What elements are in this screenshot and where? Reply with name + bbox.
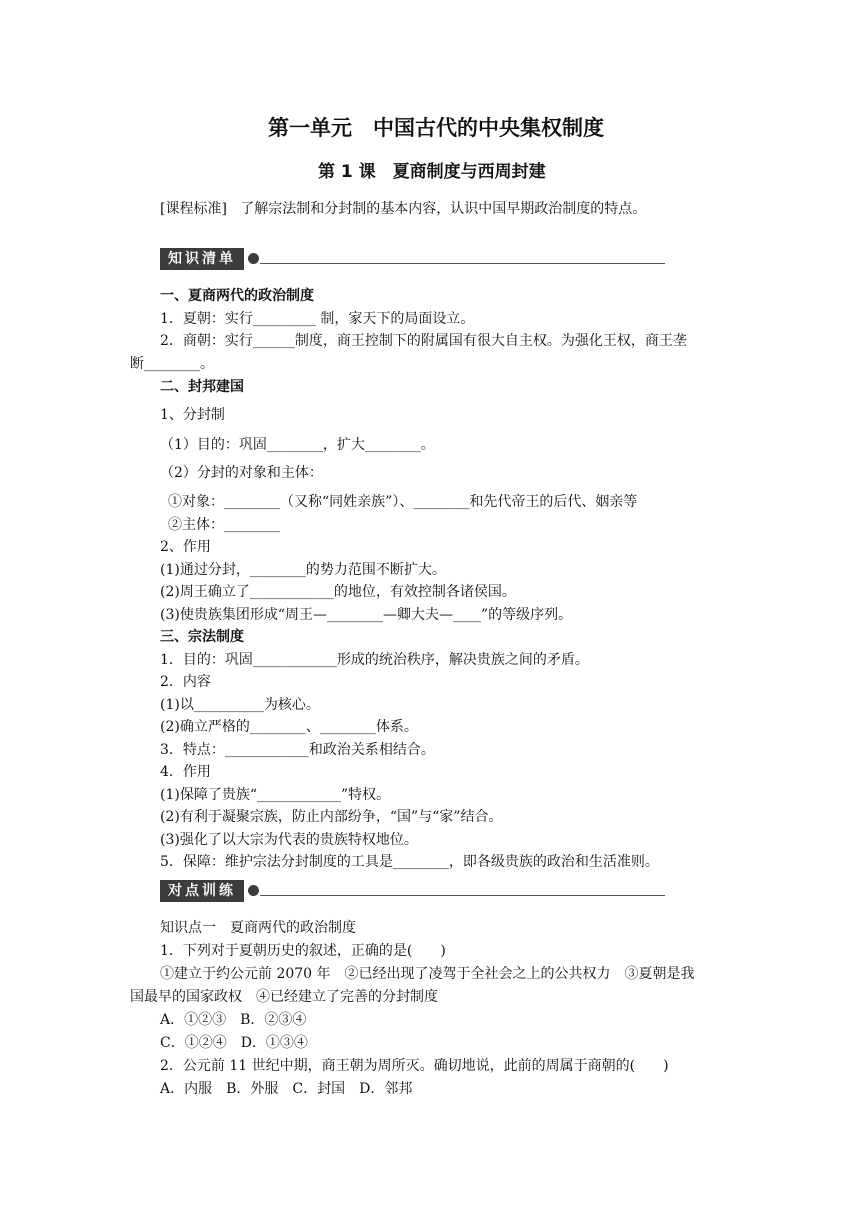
list-item: (1)保障了贵族“____________”特权。: [160, 787, 391, 803]
list-item: 4．作用: [160, 764, 211, 780]
course-standard-text: 了解宗法制和分封制的基本内容，认识中国早期政治制度的特点。: [240, 201, 647, 217]
list-item: (1)通过分封，________的势力范围不断扩大。: [160, 562, 446, 578]
list-item: (3)强化了以大宗为代表的贵族特权地位。: [160, 832, 418, 848]
knowledge-point: 知识点一 夏商两代的政治制度: [160, 920, 356, 936]
section-divider: [260, 895, 665, 896]
lesson-title: 第 1 课 夏商制度与西周封建: [318, 162, 546, 182]
list-item: 1．夏朝：实行_________ 制，家天下的局面设立。: [160, 311, 475, 327]
list-item: (2)有利于凝聚宗族，防止内部纷争，“国”与“家”结合。: [160, 809, 503, 825]
course-standard: [160, 200, 646, 218]
section-divider: [260, 263, 665, 264]
list-item: ①对象：________（又称“同姓亲族”）、________和先代帝王的后代、姻亲等: [168, 494, 638, 510]
list-item: (2)确立严格的________、________体系。: [160, 719, 418, 735]
list-item: 断________。: [130, 356, 214, 372]
course-standard-label: [课程标准]: [160, 201, 227, 217]
section-dot-icon: [248, 885, 259, 896]
section-header-knowledge: [160, 248, 508, 270]
question: 1．下列对于夏朝历史的叙述，正确的是( ): [160, 943, 446, 959]
list-item: 2．商朝：实行______制度，商王控制下的附属国有很大自主权。为强化王权，商王垄: [160, 333, 687, 349]
list-item: 1、分封制: [160, 407, 225, 423]
answer-options: A．内服 B．外服 C．封国 D．邻邦: [160, 1081, 413, 1097]
list-item: 2．内容: [160, 674, 211, 690]
heading-fengbang: 二、封邦建国: [160, 379, 244, 395]
question: 2．公元前 11 世纪中期，商王朝为周所灭。确切地说，此前的周属于商朝的( ): [160, 1058, 669, 1074]
list-item: 2、作用: [160, 539, 211, 555]
list-item: (3)使贵族集团形成“周王—________—卿大夫—____”的等级序列。: [160, 607, 573, 623]
list-item: ②主体：________: [168, 517, 280, 533]
section-dot-icon: [248, 253, 259, 264]
list-item: 3．特点：____________和政治关系相结合。: [160, 742, 435, 758]
list-item: (1)以__________为核心。: [160, 697, 320, 713]
list-item: （1）目的：巩固________，扩大________。: [160, 437, 435, 453]
list-item: 5．保障：维护宗法分封制度的工具是________，即各级贵族的政治和生活准则。: [160, 854, 659, 870]
list-item: (2)周王确立了____________的地位，有效控制各诸侯国。: [160, 584, 516, 600]
list-item: 1．目的：巩固____________形成的统治秩序，解决贵族之间的矛盾。: [160, 652, 589, 668]
section-header-training: [160, 880, 508, 902]
heading-zongfa: 三、宗法制度: [160, 629, 244, 645]
question-text: 国最早的国家政权 ④已经建立了完善的分封制度: [130, 989, 438, 1005]
heading-xia-shang: 一、夏商两代的政治制度: [160, 288, 314, 304]
section-header-label: 知识清单: [160, 248, 244, 270]
answer-options: A．①②③ B．②③④: [160, 1012, 307, 1028]
section-header-label: 对点训练: [160, 880, 244, 902]
answer-options: C．①②④ D．①③④: [160, 1035, 308, 1051]
question-text: ①建立于约公元前 2070 年 ②已经出现了凌驾于全社会之上的公共权力 ③夏朝是我: [160, 966, 695, 982]
unit-title: 第一单元 中国古代的中央集权制度: [268, 116, 604, 140]
list-item: （2）分封的对象和主体：: [160, 465, 323, 481]
